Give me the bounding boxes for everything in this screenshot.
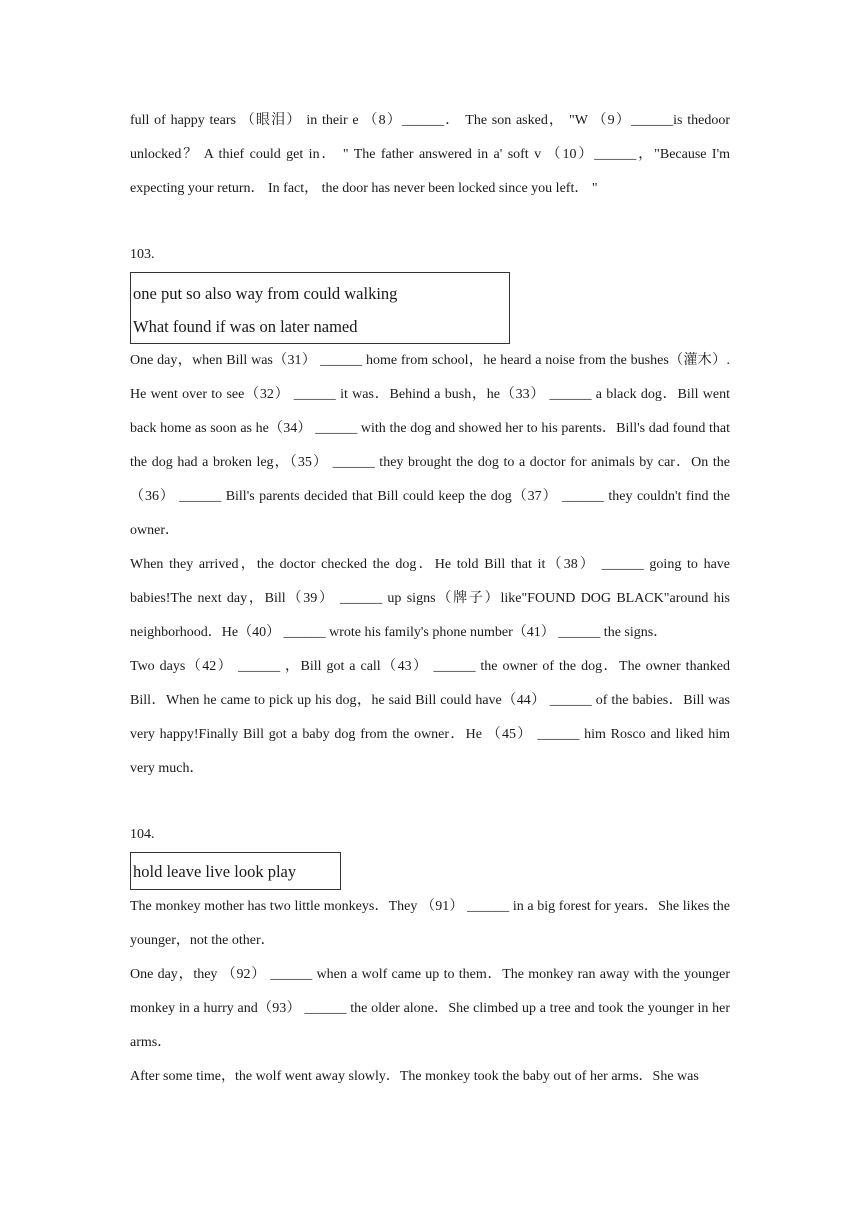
passage-103-paragraph-1: One day，when Bill was（31） ______ home from school，he heard a noise from the bushes（灌木）. He went over to see（32） ______ it was．Behind a bush，he（33） ______ a black dog．Bill went back home as soon as he（34） ______ with the dog and showed her to his parents．Bill's dad found that the dog had a broken leg，（35） ______ they brought the dog to a doctor for animals by car．On the（36） ______ Bill's parents decided that Bill could keep the dog（37） ______ they couldn't find the owner． <box>130 353 730 538</box>
passage-102-tail: full of happy tears （眼泪） in their e （8）______． The son asked， "W （9）______is thedoor unlocked？ A thief could get in． " The father answered in a' soft v （10）______，"Because I'm expecting your return． In fact， the door has never been locked since you left． " <box>130 113 730 196</box>
word-bank-line: What found if was on later named <box>133 317 358 336</box>
spacer <box>130 206 730 238</box>
word-bank-103 <box>130 272 510 344</box>
word-bank-line: hold leave live look play <box>133 862 297 881</box>
passage-104-paragraph-3: After some time，the wolf went away slowly．The monkey took the baby out of her arms．She was <box>130 1069 699 1084</box>
spacer <box>130 786 730 818</box>
passage-104-paragraph-2: One day，they （92） ______ when a wolf came up to them．The monkey ran away with the younger monkey in a hurry and（93） ______ the older alone．She climbed up a tree and took the younger in her arms． <box>130 967 730 1050</box>
document-page <box>130 104 730 1094</box>
word-bank-104 <box>130 852 341 890</box>
question-number-103: 103. <box>130 247 155 262</box>
passage-103-paragraph-2: When they arrived，the doctor checked the dog．He told Bill that it（38） ______ going to have babies!The next day，Bill（39） ______ up signs（牌子）like"FOUND DOG BLACK"around his neighborhood．He（40） ______ wrote his family's phone number（41） ______ the signs． <box>130 557 730 640</box>
passage-104-paragraph-1: The monkey mother has two little monkeys．They （91） ______ in a big forest for years．She likes the younger，not the other． <box>130 899 730 948</box>
passage-103-paragraph-3: Two days（42） ______ ，Bill got a call（43） ______ the owner of the dog．The owner thanked Bill．When he came to pick up his dog，he said Bill could have（44） ______ of the babies．Bill was very happy!Finally Bill got a baby dog from the owner．He （45） ______ him Rosco and liked him very much． <box>130 659 730 776</box>
question-number-104: 104. <box>130 827 155 842</box>
word-bank-line: one put so also way from could walking <box>133 284 398 303</box>
